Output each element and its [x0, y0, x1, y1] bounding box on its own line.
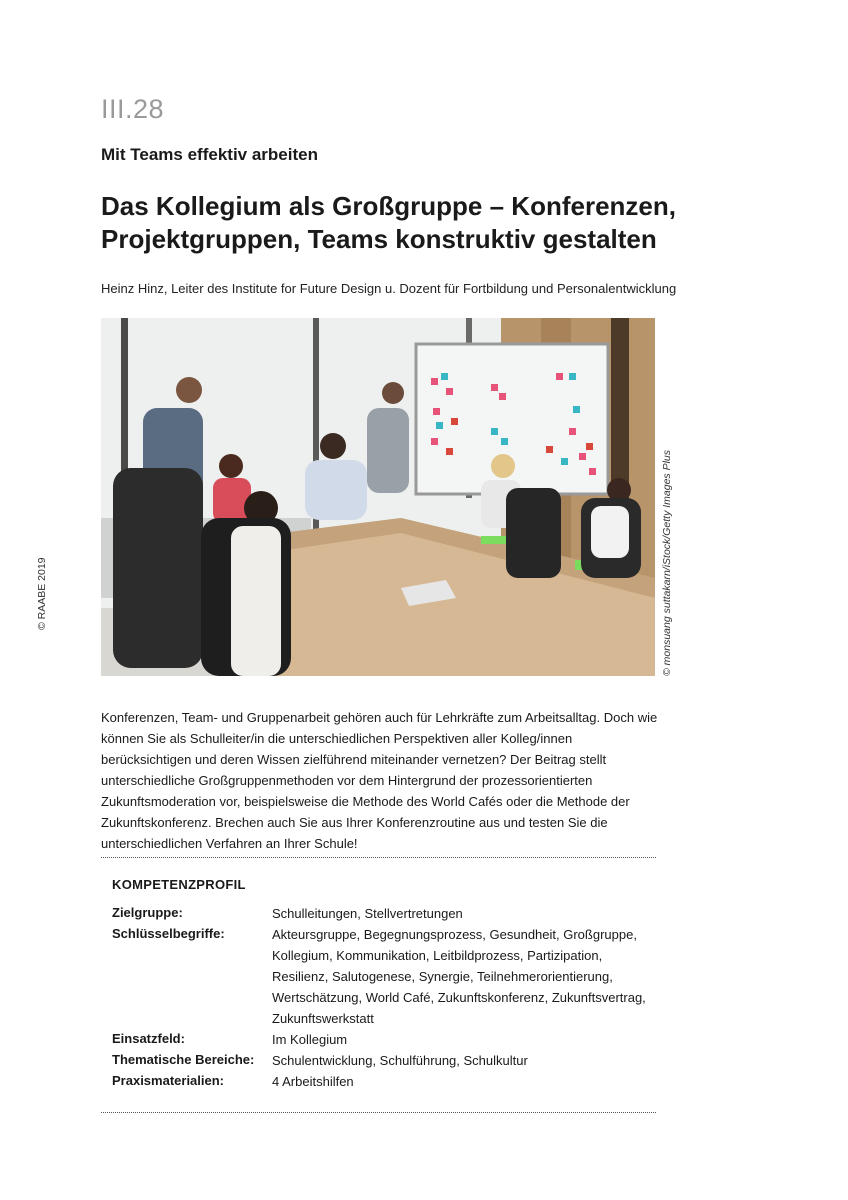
profile-label-praxismaterialien: Praxismaterialien:	[112, 1073, 225, 1088]
article-title: Das Kollegium als Großgruppe – Konferenzen, Projektgruppen, Teams konstruktiv gestalten	[101, 191, 676, 254]
profile-value-einsatzfeld: Im Kollegium	[272, 1032, 348, 1047]
photo-credit: © monsuang suttakarn/iStock/Getty Images Plus	[661, 449, 673, 676]
profile-label-schluesselbegriffe: Schlüsselbegriffe:	[112, 926, 225, 941]
series-title: Mit Teams effektiv arbeiten	[101, 145, 318, 164]
profile-value-thematische-bereiche: Schulentwicklung, Schulführung, Schulkultur	[272, 1053, 528, 1068]
profile-heading: KOMPETENZPROFIL	[112, 877, 246, 892]
section-number: III.28	[101, 94, 165, 124]
profile-value-praxismaterialien: 4 Arbeitshilfen	[272, 1074, 354, 1089]
copyright-notice: © RAABE 2019	[36, 557, 48, 630]
abstract-paragraph: Konferenzen, Team- und Gruppenarbeit gehören auch für Lehrkräfte zum Arbeitsalltag. Doch wie können Sie als Schulleiter/in die unterschiedlichen Perspektiven aller Kolleg/innen berücksichtigen und deren Wissen zielführend miteinander vernetzen? Der Beitrag stellt unterschiedliche Großgruppenmethoden vor dem Hintergrund der prozessorientierten Zukunftsmoderation vor, beispielsweise die Methode des World Cafés oder die Methode der Zukunftskonferenz. Brechen auch Sie aus Ihrer Konferenzroutine aus und testen Sie die unterschiedlichen Verfahren an Ihrer Schule!	[101, 710, 658, 851]
profile-value-zielgruppe: Schulleitungen, Stellvertretungen	[272, 906, 463, 921]
profile-label-zielgruppe: Zielgruppe:	[112, 905, 183, 920]
author-line: Heinz Hinz, Leiter des Institute for Future Design u. Dozent für Fortbildung und Personalentwicklung	[101, 281, 677, 296]
dotted-divider-top	[101, 857, 656, 858]
meeting-photo	[101, 318, 655, 676]
dotted-divider-bottom	[101, 1112, 656, 1113]
profile-value-schluesselbegriffe: Akteursgruppe, Begegnungsprozess, Gesundheit, Großgruppe, Kollegium, Kommunikation, Leitbildprozess, Partizipation, Resilienz, Salutogenese, Synergie, Teilnehmerorientierung, Wertschätzung, World Café, Zukunftskonferenz, Zukunftsvertrag, Zukunftswerkstatt	[272, 927, 646, 1026]
profile-label-einsatzfeld: Einsatzfeld:	[112, 1031, 185, 1046]
profile-label-thematische-bereiche: Thematische Bereiche:	[112, 1052, 255, 1067]
